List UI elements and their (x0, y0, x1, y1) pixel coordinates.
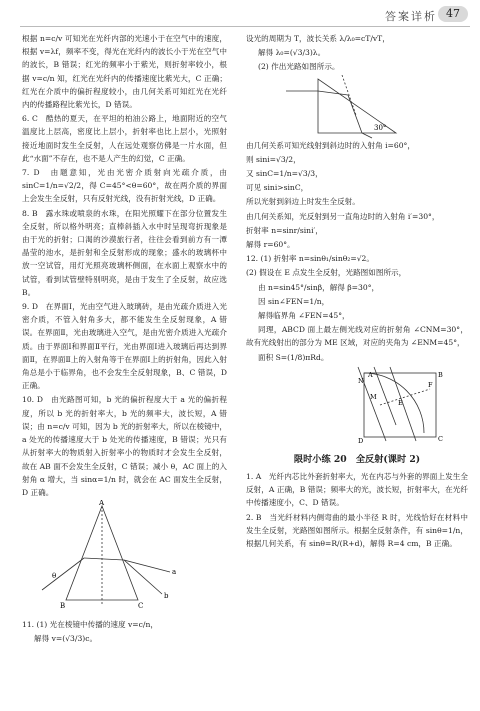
exit-ray (362, 133, 372, 138)
paragraph: 折射率 n=sinr/sini′， (246, 225, 323, 235)
label-B2: B (438, 370, 443, 379)
paragraph: 6. C 酷热的夏天，在平坦的柏油公路上，地面附近的空气温度比上层高，密度比上层小，折射率也比上层小，光照射接近地面时发生全反射，人在远处观察仿佛是一片水面，但此“水面”不存在，也不是人产生的幻觉，C 正确。 (22, 114, 227, 163)
label-B: B (60, 602, 66, 611)
paragraph: 根据 n=c/v 可知光在光纤内部的光速小于在空气中的速度，根据 v=λf，频率不变，得光在光纤内的波长小于光在空气中的波长，B 错误；红光的频率小于紫光，则折射率较小，根据 v=c/n 知，红光在光纤内的传播速度比紫光大，C 正确；红光在介质中的偏折程度较小，由几何关系可知红光在光纤内的传播路程比紫光长，D 错误。 (22, 34, 227, 110)
paragraph: 由几何关系知，光反射到另一直角边时的入射角 i′=30°， (246, 211, 440, 221)
left-paragraphs (22, 32, 227, 499)
right-column (246, 32, 468, 551)
figure-q12-cylinder (246, 365, 468, 447)
paragraph: 8. B 露水珠或喷泉的水珠，在阳光照耀下在部分位置发生全反射，所以格外明亮；直棒斜插入水中时呈现弯折现象是由于光的折射；口渴的沙漠旅行者，往往会看到前方有一潭晶莹的池水，是折射和全反射形成的现象；盛水的玻璃杯中放一空试管，用灯光照亮玻璃杯侧面，在水面上观察水中的试管，看到试管壁特别明亮，是由于发生了全反射，故应选 B。 (22, 208, 227, 297)
label-b: b (164, 592, 169, 601)
paragraph: (2) 作出光路如图所示。 (258, 62, 340, 72)
figure-q11-prism (246, 75, 468, 139)
paragraph: 2. B 当光纤材料内侧弯曲的最小半径 R 时，光线恰好在材料中发生全反射，光路图如图所示。根据全反射条件，有 sinθ=1/n，根据几何关系，有 sinθ=R/(R+d)，解得 R=4 cm，B 正确。 (246, 512, 468, 549)
paragraph: (2) 假设在 E 点发生全反射，光路图如图所示， (246, 268, 407, 278)
label-N: N (358, 376, 364, 385)
label-A2: A (368, 370, 373, 379)
inner-ray-2 (318, 91, 348, 95)
paragraph: 同理，ABCD 面上最左侧光线对应的折射角 ∠CNM=30°，故有光线射出的部分为 ME 区域，对应的夹角为 ∠ENM=45°， (246, 325, 468, 348)
paragraph: 解得 λ₀=(√3/3)λ。 (258, 48, 326, 58)
q11-solve: 解得 v=(√3/3)c。 (34, 634, 98, 644)
right-paragraphs-b (246, 139, 468, 364)
paragraph: 由 n=sin45°/sinβ，解得 β=30°， (258, 282, 380, 292)
ray-3 (390, 367, 416, 441)
paragraph: 因 sin∠FEN=1/n， (258, 296, 330, 306)
paragraph: 解得临界角 ∠FEN=45°， (258, 311, 350, 321)
header-label: 答案详析 (385, 10, 437, 23)
label-M: M (370, 392, 377, 401)
prism-triangle (66, 506, 138, 600)
label-C2: C (438, 434, 443, 443)
paragraph: 由几何关系可知光线射到斜边时的入射角 i=60°， (246, 140, 415, 150)
paragraph: 10. D 由光路图可知，b 光的偏折程度大于 a 光的偏折程度，所以 b 光的折射率大，b 光的频率大，波长短，A 错误；由 n=c/v 可知，因为 b 光的折射率大，所以在棱镜中，a 处光的传播速度大于 b 处光的传播速度，B 错误；光只有从折射率大的物质射入折射率小的物质时才会发生全反射，故在 AB 面不会发生全反射，C 错误；减小 θ，AC 面上的入射角 α 增大，当 sinα=1/n 时，就会在 AC 面发生全反射，D 正确。 (22, 395, 227, 497)
label-F: F (428, 380, 433, 389)
reflected-ray (348, 95, 362, 133)
paragraph: 可见 sini>sinC， (246, 183, 309, 193)
label-theta: θ (52, 572, 57, 581)
label-C: C (138, 602, 144, 611)
left-column (22, 32, 227, 647)
section-title: 限时小练 20 全反射(课时 2) (293, 453, 421, 465)
paragraph: 12. (1) 折射率 n=sinθ₁/sinθ₂=√2。 (246, 254, 374, 264)
q11-text: 11. (1) 光在棱镜中传播的速度 v=c/n， (22, 620, 158, 630)
header-rule (20, 26, 470, 27)
paragraph: 所以光射到斜边上时发生全反射。 (246, 197, 360, 207)
paragraph: 面积 S=(1/8)πRd。 (258, 352, 329, 362)
right-paragraphs-c (246, 470, 468, 550)
paragraph: 1. A 光纤内芯比外套折射率大，光在内芯与外套的界面上发生全反射，A 正确，B 错误；频率大的光，波长短，折射率大，在光纤中传播速度小，C、D 错误。 (246, 472, 468, 508)
figure-q10-prism (22, 500, 227, 612)
right-paragraphs-a (246, 32, 468, 74)
normal-dashed (342, 75, 356, 115)
paragraph: 设光的周期为 T，波长关系 λ/λ₀=cT/vT， (246, 34, 390, 43)
label-D2: D (358, 436, 364, 445)
paragraph: 9. D 在界面Ⅰ，光由空气进入玻璃砖，是由光疏介质进入光密介质，不管入射角多大，都不能发生全反射现象，A 错误。在界面Ⅱ，光由玻璃进入空气，是由光密介质进入光疏介质。由于界面Ⅰ和界面Ⅱ平行，光由界面Ⅰ进入玻璃后再达到界面Ⅱ，在界面Ⅱ上的入射角等于在界面Ⅰ上的折射角，因此入射角总是小于临界角，也不会发生全反射现象，B、C 错误，D 正确。 (22, 302, 227, 391)
inner-ray (84, 558, 124, 560)
paragraph: 则 sini=√3/2， (246, 154, 301, 164)
paragraph: 又 sinC=1/n=√3/3， (246, 169, 323, 179)
paragraph: 7. D 由题意知，光由光密介质射向光疏介质，由 sinC=1/n=√2/2，得 C=45°<θ=60°，故在两介质的界面上会发生全反射，只有反射光线，没有折射光线，D 正确。 (22, 168, 227, 204)
arc-surface (364, 370, 424, 433)
page-number: 47 (438, 6, 468, 22)
label-E: E (398, 398, 403, 407)
label-a: a (172, 568, 177, 577)
label-A: A (99, 500, 105, 508)
paragraph: 解得 r=60°。 (246, 240, 295, 250)
incident-ray (42, 558, 84, 590)
label-30deg: 30° (374, 123, 387, 132)
